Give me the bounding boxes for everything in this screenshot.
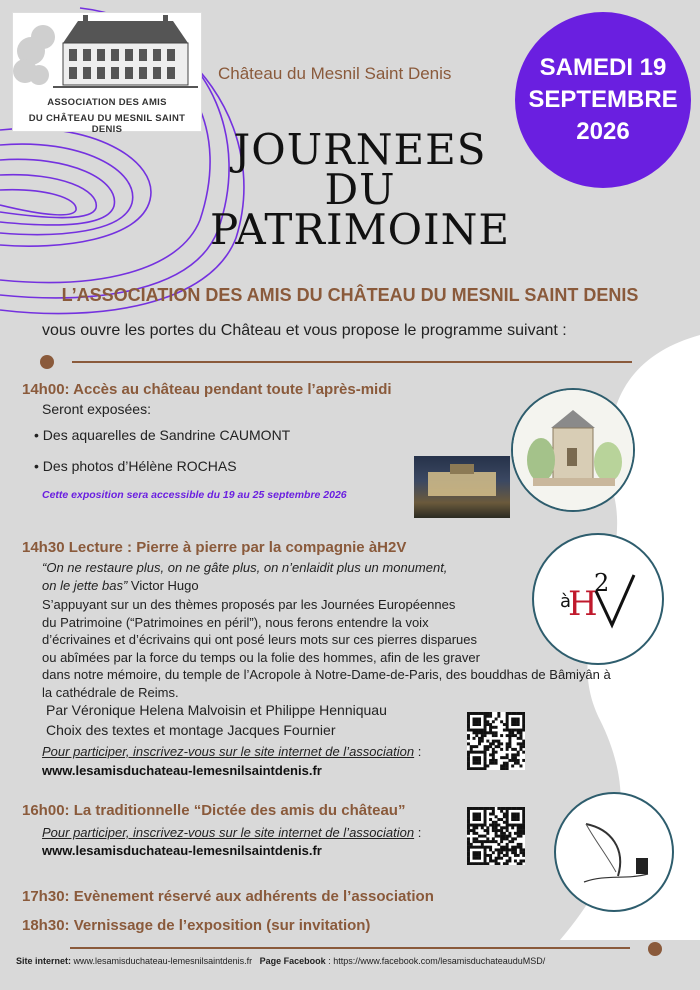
chateau-drawing	[13, 13, 201, 93]
section3-heading: 16h00: La traditionnelle “Dictée des amis du château”	[22, 802, 406, 819]
signup-colon: :	[417, 744, 422, 759]
qr-code[interactable]	[467, 712, 525, 770]
chateau-photo	[414, 456, 510, 518]
date-line1: SAMEDI 19	[539, 54, 667, 81]
quote-line2-wrap	[42, 578, 199, 593]
divider-line	[72, 361, 632, 363]
signup-line	[42, 825, 421, 840]
date-line2: SEPTEMBRE	[528, 86, 678, 113]
website-link[interactable]: www.lesamisduchateau-lemesnilsaintdenis.fr	[42, 843, 322, 858]
ah2v-logo-graphic	[534, 535, 662, 663]
section5-heading: 18h30: Vernissage de l’exposition (sur invitation)	[22, 917, 371, 934]
section2-body	[42, 596, 611, 701]
body-line: du Patrimoine (“Patrimoines en péril”), nous ferons entendre la voix	[42, 614, 429, 630]
svg-text:2: 2	[594, 569, 610, 597]
quote-author: Victor Hugo	[130, 578, 199, 593]
watercolor-image	[511, 388, 635, 512]
footer-site-url[interactable]: www.lesamisduchateau-lemesnilsaintdenis.fr	[73, 956, 253, 966]
title-line2: DU	[324, 165, 396, 214]
section2-heading: 14h30 Lecture : Pierre à pierre par la compagnie àH2V	[22, 539, 407, 556]
section4-heading: 17h30: Evènement réservé aux adhérents de l’association	[22, 888, 434, 905]
quill-image	[554, 792, 674, 912]
ah2v-logo	[532, 533, 664, 665]
bullet-text: Des photos d’Hélène ROCHAS	[42, 458, 237, 474]
body-line: d’écrivaines et d’écrivains qui ont posé leurs mots sur ces pierres disparues	[42, 632, 477, 647]
footer-rule	[70, 947, 630, 949]
bullet-text: Des aquarelles de Sandrine CAUMONT	[42, 427, 291, 443]
quote-line2: on le jette bas”	[42, 578, 128, 593]
title-line3: PATRIMOINE	[209, 205, 511, 254]
footer-dot	[648, 942, 662, 956]
logo-line1: ASSOCIATION DES AMIS	[47, 97, 167, 108]
credits-line2: Choix des textes et montage Jacques Fournier	[46, 722, 336, 738]
qr-code-pattern	[467, 807, 525, 865]
footer-site-label: Site internet:	[16, 956, 72, 966]
footer-facebook-label: Page Facebook	[259, 956, 326, 966]
association-heading: L’ASSOCIATION DES AMIS DU CHÂTEAU DU MESNIL SAINT DENIS	[61, 285, 639, 305]
exhibition-note: Cette exposition sera accessible du 19 au 25 septembre 2026	[42, 489, 347, 501]
body-line: ou abîmées par la force du temps ou la folie des hommes, afin de les graver	[42, 649, 480, 665]
quill-icon	[556, 794, 672, 910]
section1-heading: 14h00: Accès au château pendant toute l’après-midi	[22, 381, 392, 398]
section1-sub: Seront exposées:	[42, 401, 151, 417]
body-line: la cathédrale de Reims.	[42, 684, 179, 700]
signup-line	[42, 744, 421, 759]
intro-text: vous ouvre les portes du Château et vous propose le programme suivant :	[42, 322, 567, 339]
page-title	[180, 125, 540, 254]
place-name: Château du Mesnil Saint Denis	[218, 64, 452, 83]
divider-dot	[40, 355, 54, 369]
footer-facebook-url[interactable]: : https://www.facebook.com/lesamisduchateauduMSD/	[328, 956, 546, 966]
dovecote-drawing	[513, 390, 633, 510]
title-line1: JOURNEES	[233, 125, 487, 174]
credits-line1: Par Véronique Helena Malvoisin et Philippe Henniquau	[46, 702, 387, 718]
footer	[16, 956, 545, 966]
logo-line2: DU CHÂTEAU DU MESNIL SAINT DENIS	[28, 113, 186, 135]
qr-code-pattern	[467, 712, 525, 770]
signup-link[interactable]: Pour participer, inscrivez-vous sur le site internet de l’association	[42, 825, 415, 840]
signup-colon: :	[417, 825, 422, 840]
qr-code[interactable]	[467, 807, 525, 865]
body-line: S’appuyant sur un des thèmes proposés par les Journées Européennes	[42, 597, 456, 612]
association-logo	[12, 12, 202, 135]
bullet-item: • Des aquarelles de Sandrine CAUMONT	[34, 427, 291, 443]
body-line: dans notre mémoire, du temple de l’Acropole à Notre-Dame-de-Paris, des bouddhas de Bâmiyân à	[42, 667, 611, 682]
date-badge	[515, 12, 691, 188]
signup-link[interactable]: Pour participer, inscrivez-vous sur le site internet de l’association	[42, 744, 415, 759]
website-link[interactable]: www.lesamisduchateau-lemesnilsaintdenis.fr	[42, 763, 322, 778]
quote-line1: “On ne restaure plus, on ne gâte plus, on n’enlaidit plus un monument,	[42, 560, 448, 575]
bullet-item: • Des photos d’Hélène ROCHAS	[34, 458, 237, 474]
svg-text:H: H	[568, 584, 598, 624]
date-line3: 2026	[576, 118, 630, 145]
svg-text:à: à	[560, 591, 572, 612]
